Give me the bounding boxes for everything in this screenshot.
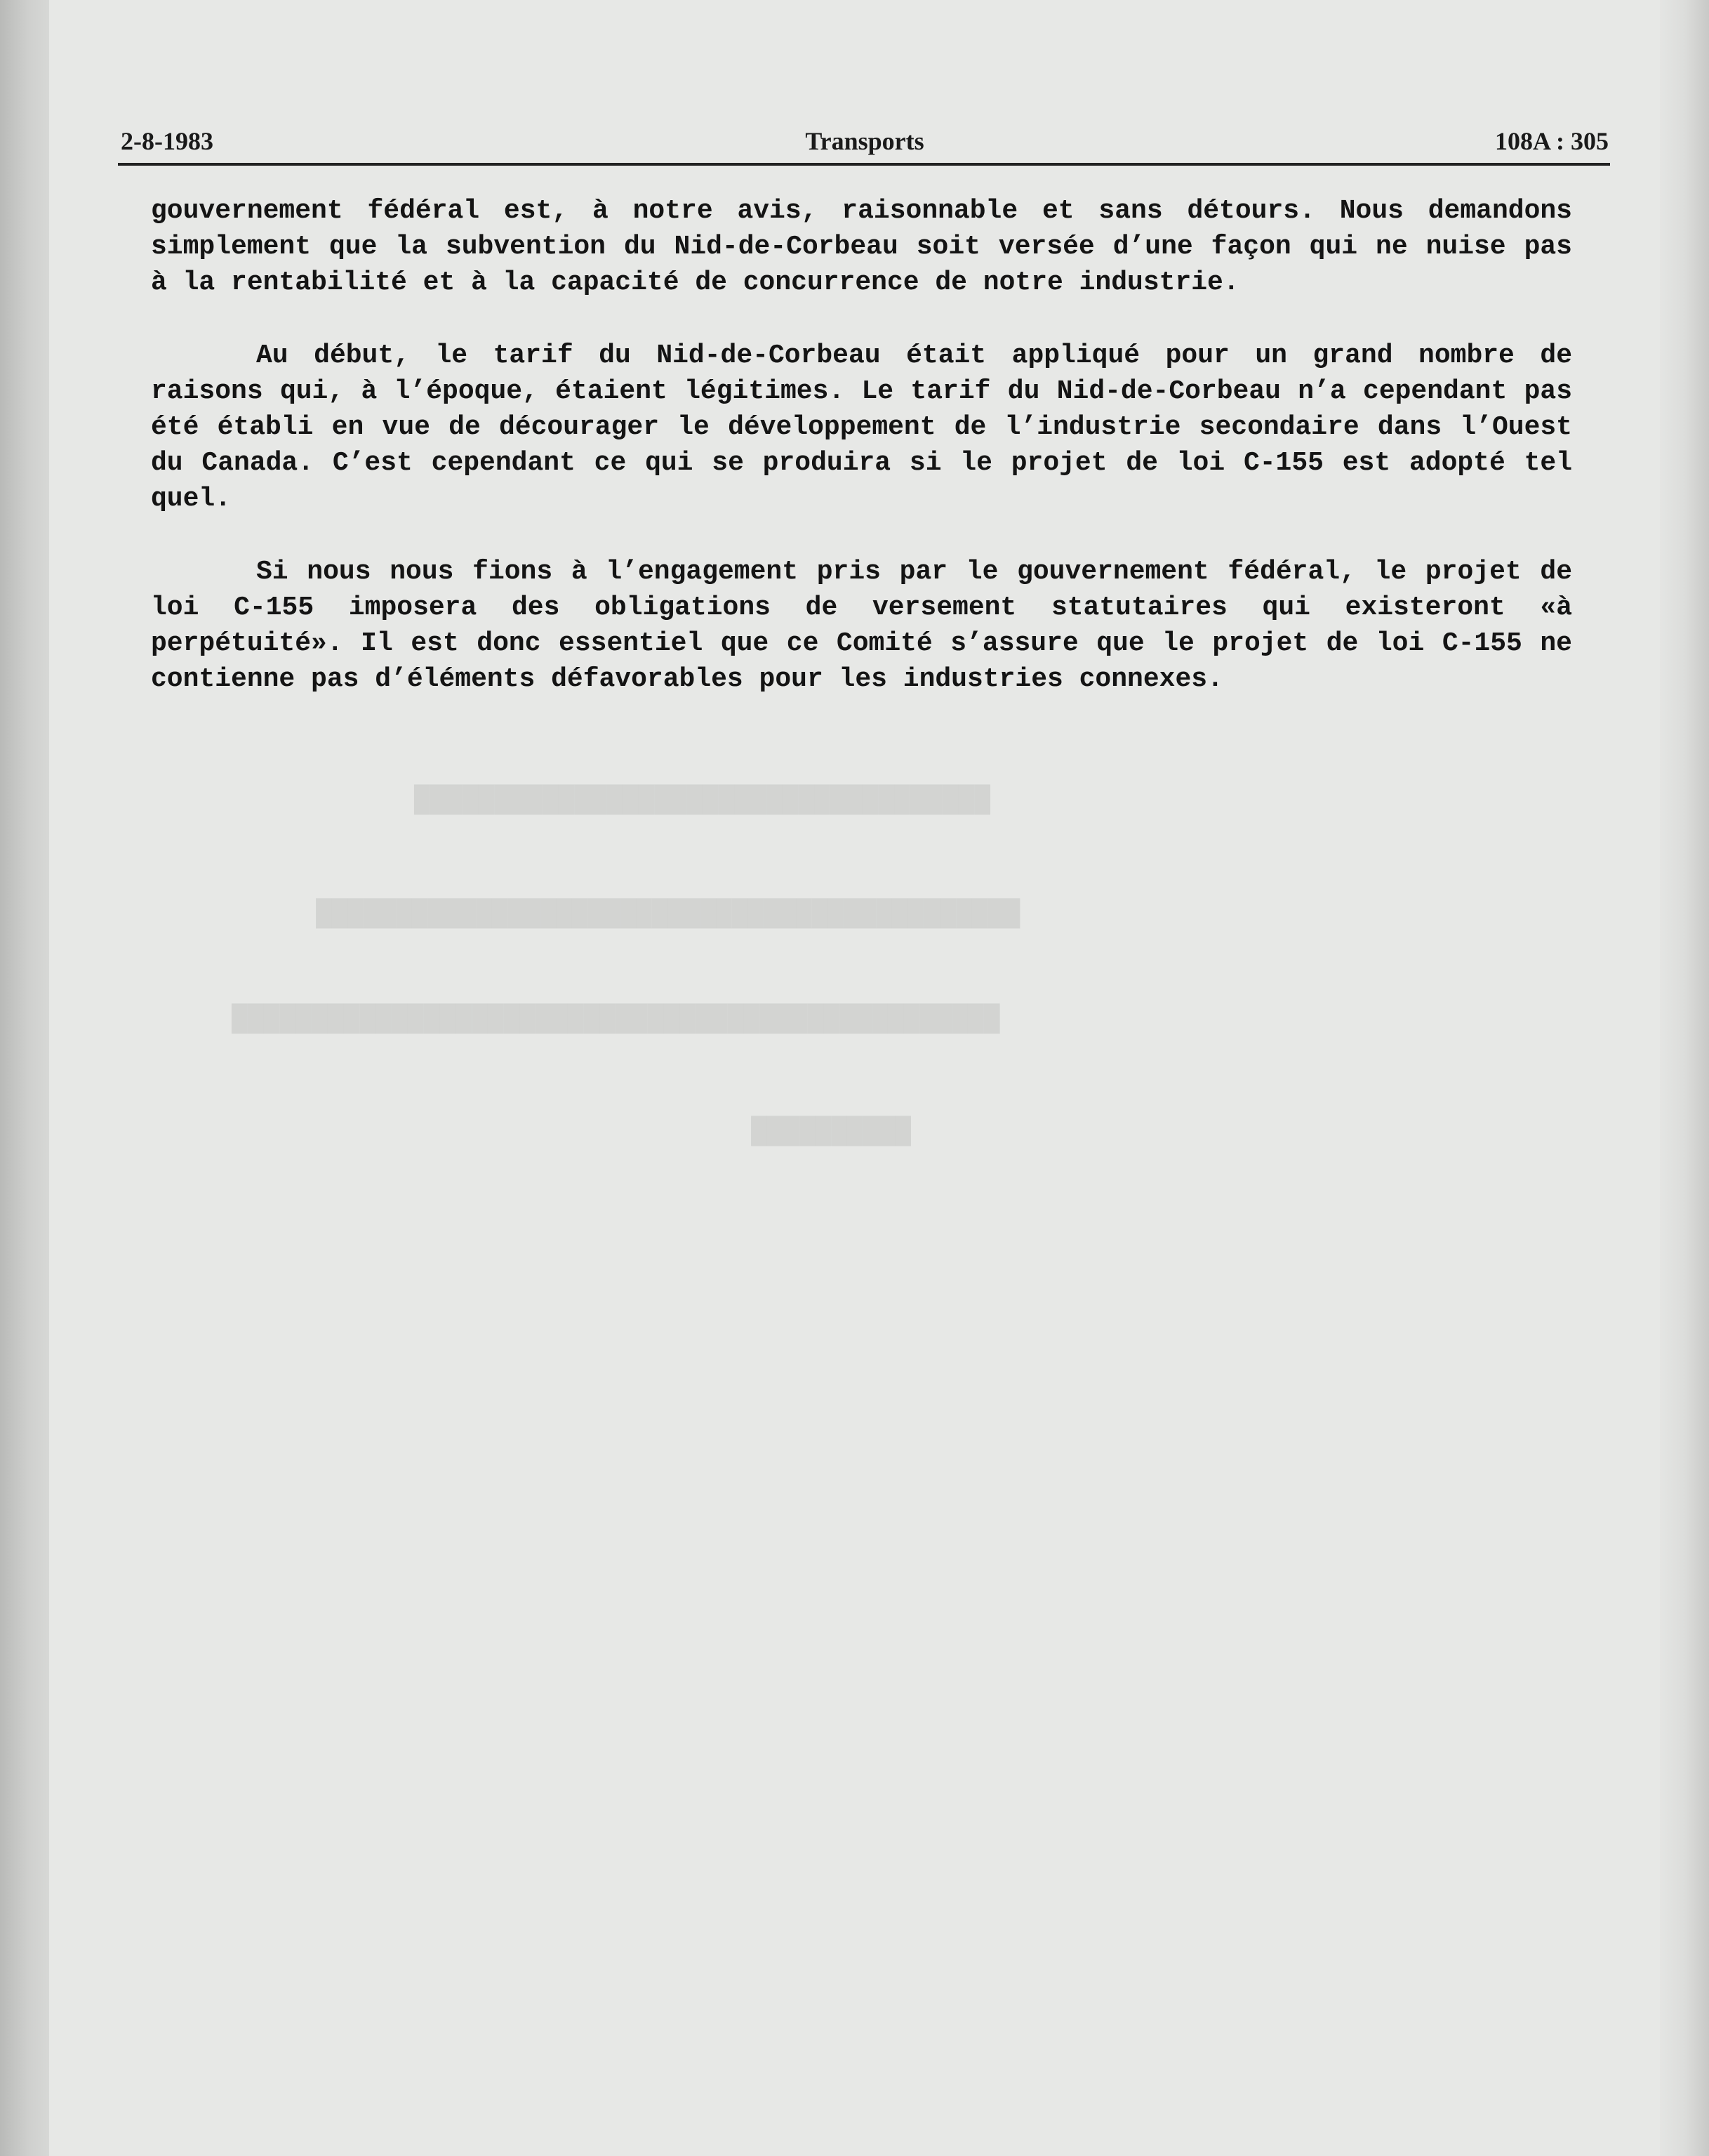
show-through-block: ████████████████████████████████████	[414, 785, 990, 815]
header-title: Transports	[805, 127, 924, 155]
header-rule	[118, 163, 1610, 166]
page-edge	[1660, 0, 1709, 2156]
show-through-block: ████████████████████████████████████████████	[316, 899, 1020, 929]
paragraph-2: Au début, le tarif du Nid-de-Corbeau était appliqué pour un grand nombre de raisons qui, à l’époque, étaient légitimes. Le tarif du Nid-de-Corbeau n’a cependant pas été établi en vue de décourager le développement de l’industrie secondaire dans l’Ouest du Canada. C’est cependant ce qui se produira si le projet de loi C-155 est adopté tel quel.	[151, 340, 1572, 514]
running-header	[121, 126, 1609, 161]
header-date: 2-8-1983	[121, 127, 213, 155]
paragraph-1: gouvernement fédéral est, à notre avis, raisonnable et sans détours. Nous demandons simplement que la subvention du Nid-de-Corbeau soit versée d’une façon qui ne nuise pas à la rentabilité et à la capacité de concurrence de notre industrie.	[151, 196, 1572, 298]
page-binding-shadow	[0, 0, 49, 2156]
show-through-block: ██████████	[751, 1116, 912, 1146]
show-through-block: ████████████████████████████████████████████████	[232, 1004, 1000, 1034]
body-text	[151, 193, 1572, 734]
header-page-number: 108A : 305	[1495, 127, 1609, 155]
paragraph-3: Si nous nous fions à l’engagement pris par le gouvernement fédéral, le projet de loi C-155 imposera des obligations de versement statutaires qui existeront «à perpétuité». Il est donc essentiel que ce Comité s’assure que le projet de loi C-155 ne contienne pas d’éléments défavorables pour les industries connexes.	[151, 557, 1572, 694]
